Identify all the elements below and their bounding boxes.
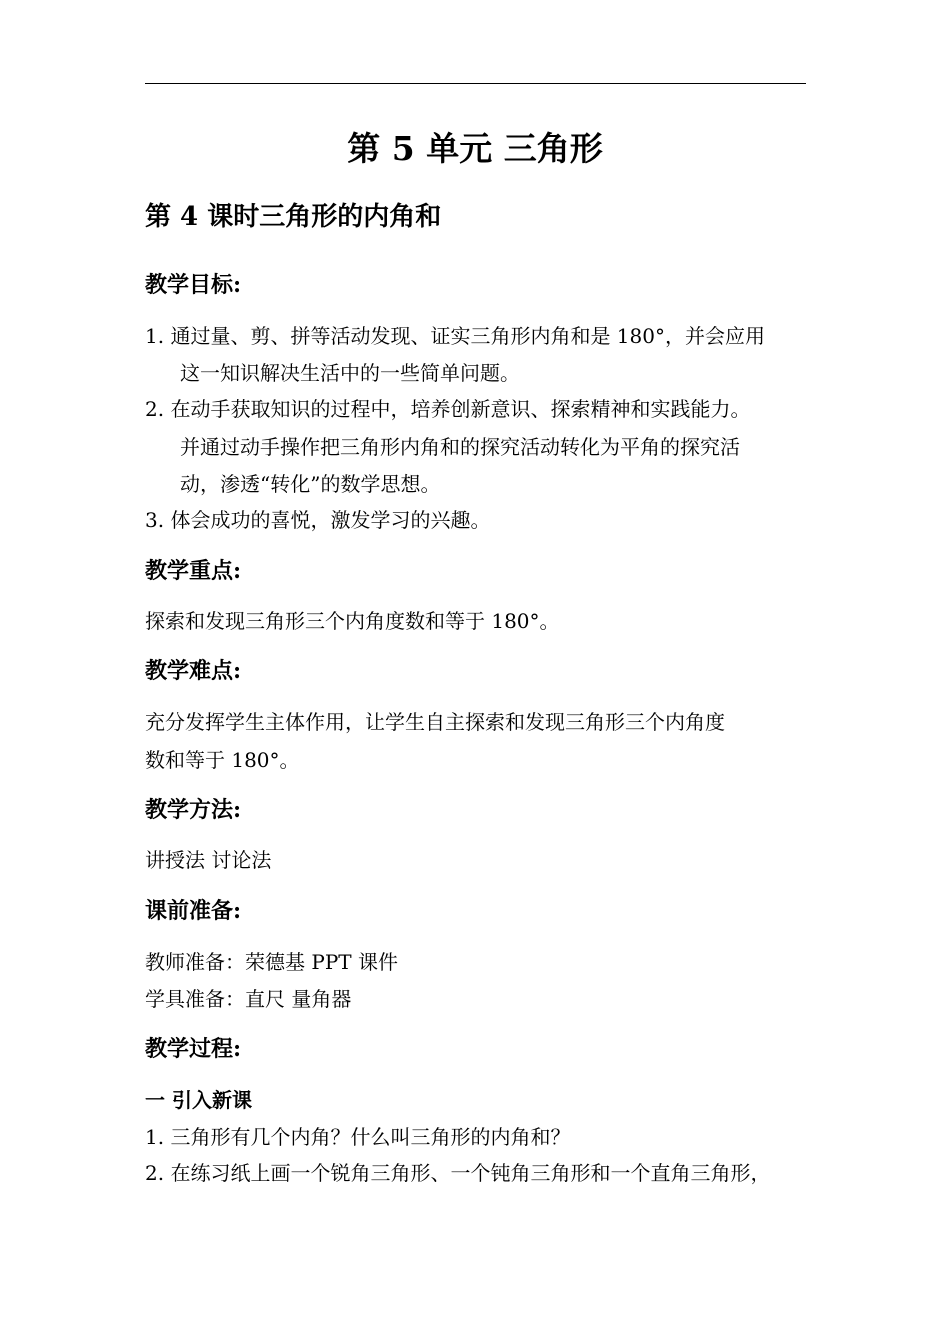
prep-heading: 课前准备:: [145, 898, 242, 924]
process-heading: 教学过程:: [145, 1036, 242, 1062]
method-text: 讲授法 讨论法: [145, 848, 272, 872]
method-heading: 教学方法:: [145, 797, 242, 823]
section-line: 1. 三角形有几个内角？什么叫三角形的内角和？: [145, 1125, 571, 1149]
key-text: 探索和发现三角形三个内角度数和等于 180°。: [145, 609, 560, 633]
difficulty-line: 数和等于 180°。: [145, 748, 300, 772]
prep-line: 教师准备：荣德基 PPT 课件: [145, 950, 398, 974]
prep-line: 学具准备：直尺 量角器: [145, 987, 352, 1011]
section-line: 2. 在练习纸上画一个锐角三角形、一个钝角三角形和一个直角三角形，: [145, 1161, 771, 1185]
goal-line: 3. 体会成功的喜悦，激发学习的兴趣。: [145, 508, 491, 532]
difficulty-line: 充分发挥学生主体作用，让学生自主探索和发现三角形三个内角度: [145, 710, 725, 734]
key-heading: 教学重点:: [145, 558, 242, 584]
goals-heading: 教学目标:: [145, 272, 242, 298]
header-rule: [145, 83, 806, 84]
section-title: 一 引入新课: [145, 1088, 252, 1112]
difficulty-heading: 教学难点:: [145, 658, 242, 684]
goal-line: 并通过动手操作把三角形内角和的探究活动转化为平角的探究活: [180, 435, 740, 459]
goal-line: 动，渗透“转化”的数学思想。: [180, 472, 441, 496]
goal-line: 1. 通过量、剪、拼等活动发现、证实三角形内角和是 180°，并会应用: [145, 324, 765, 348]
unit-title: 第 5 单元 三角形: [347, 129, 603, 168]
goal-line: 这一知识解决生活中的一些简单问题。: [180, 361, 520, 385]
lesson-title: 第 4 课时三角形的内角和: [145, 202, 442, 232]
goal-line: 2. 在动手获取知识的过程中，培养创新意识、探索精神和实践能力。: [145, 397, 751, 421]
